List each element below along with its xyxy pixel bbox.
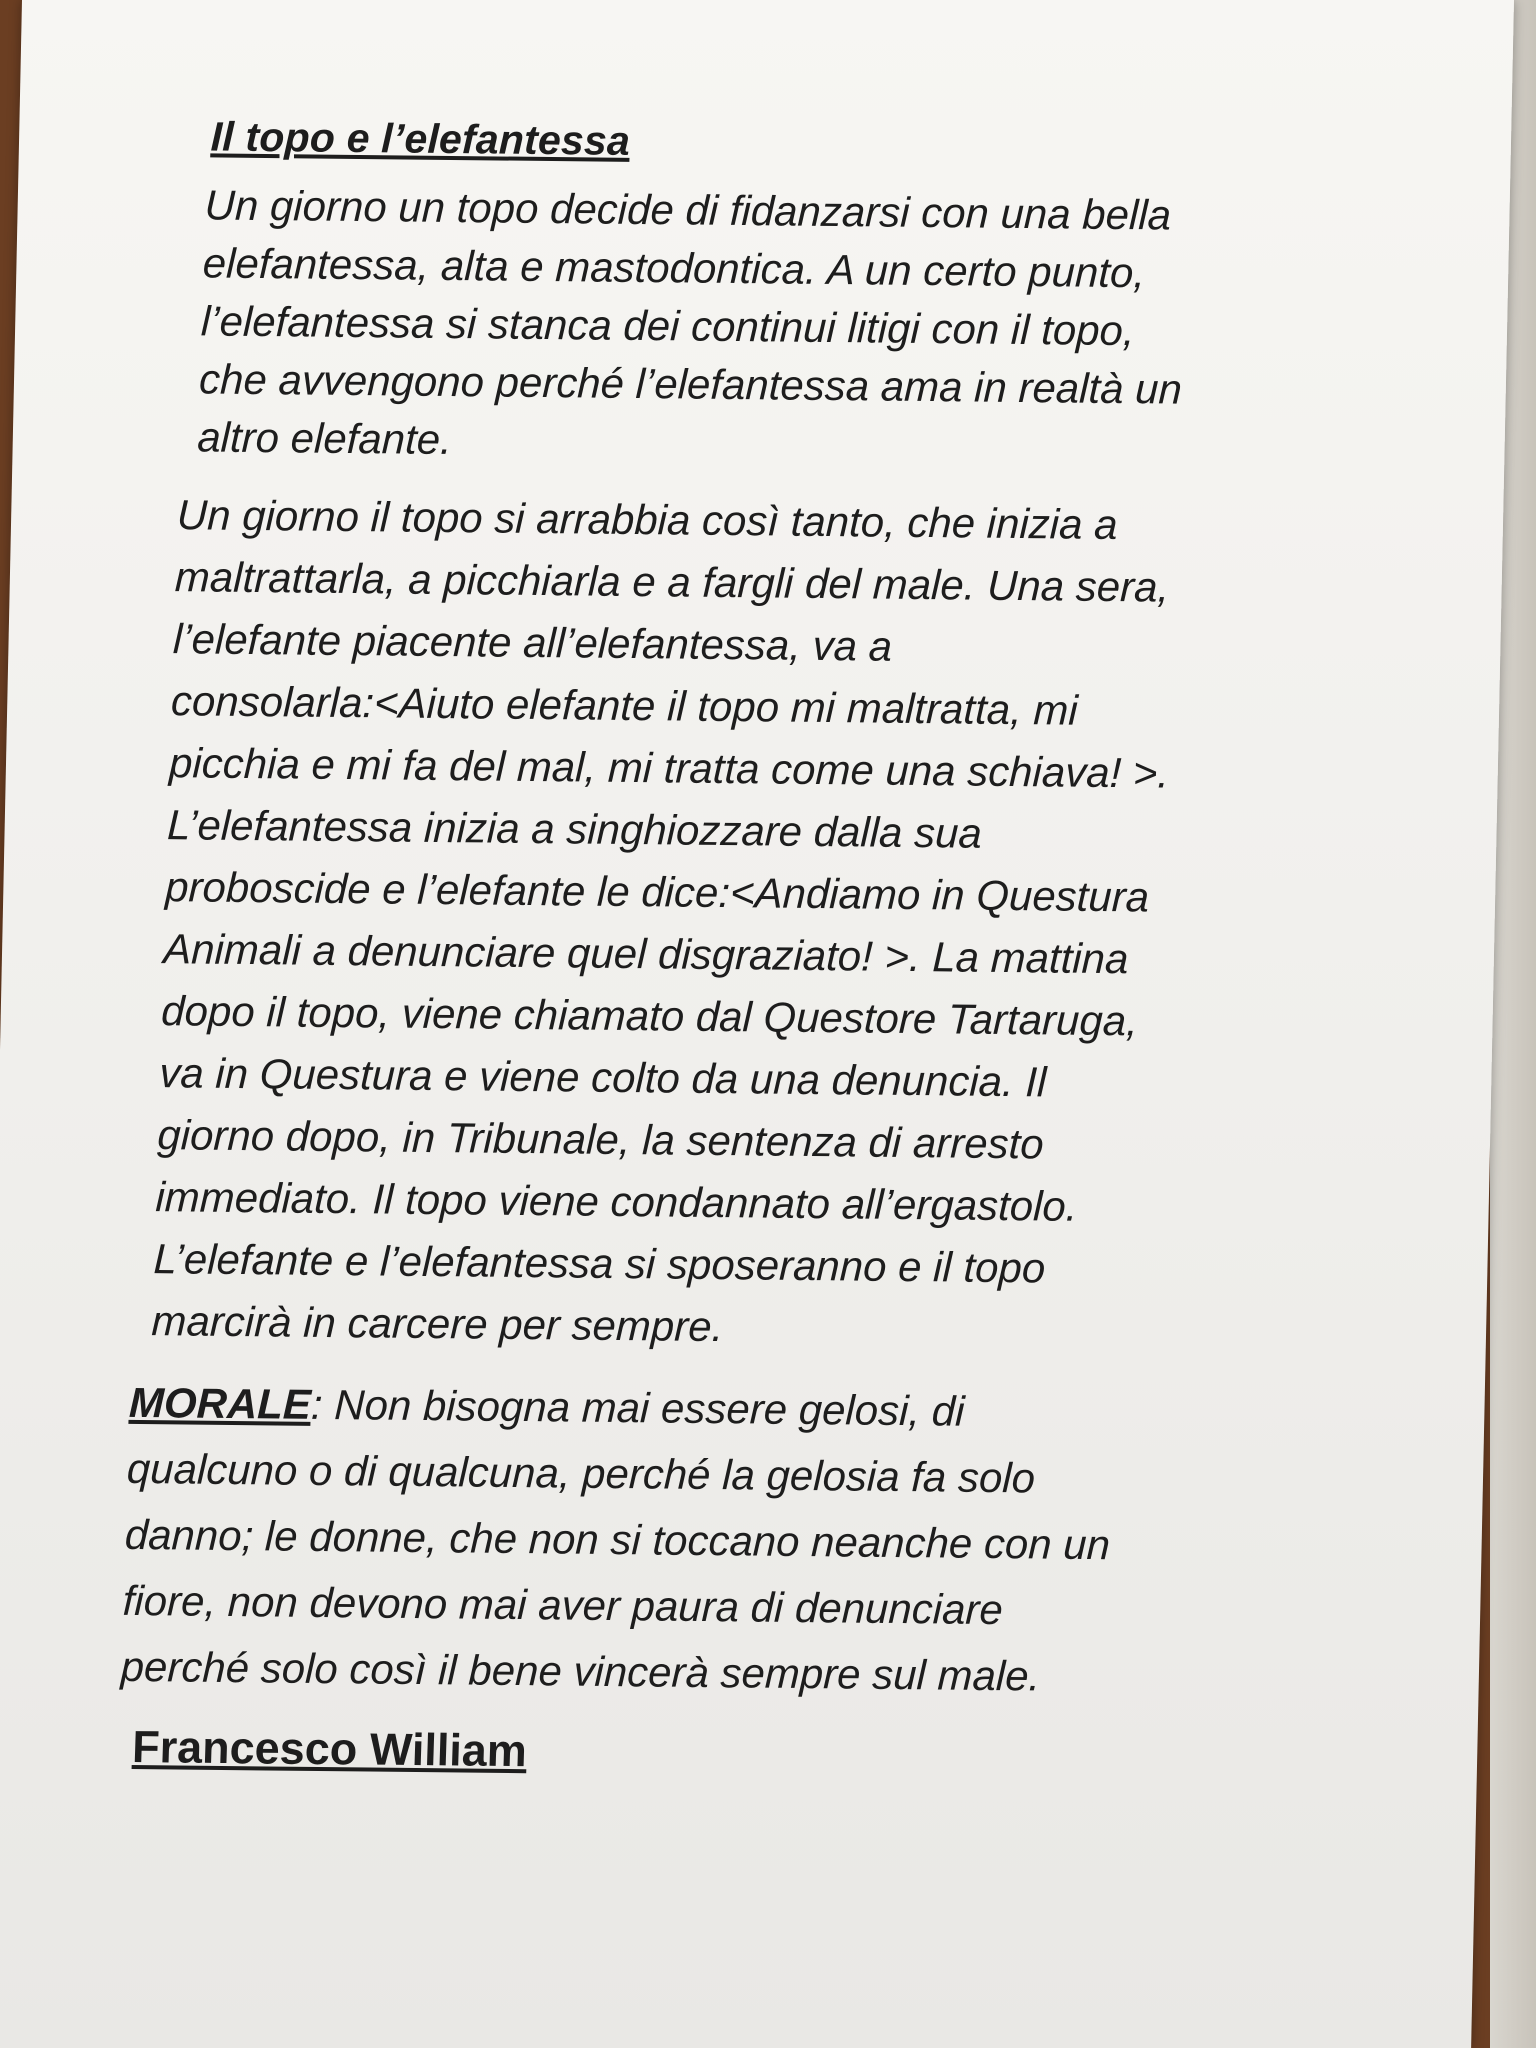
paragraph-intro: Un giorno un topo decide di fidanzarsi con una bella elefantessa, alta e mastodontica. A un certo punto, l’elefantessa si stanca dei continui litigi con il topo, che avvengono perché l’elefantessa ama in realtà un altro elefante. xyxy=(196,181,1183,464)
document-title: Il topo e l’elefantessa xyxy=(210,113,631,164)
document-text xyxy=(117,108,1419,1789)
moral-text: : Non bisogna mai essere gelosi, di qualcuno o di qualcuna, perché la gelosia fa solo danno; le donne, che non si toccano neanche con un fiore, non devono mai aver paura di denunciare perché solo così il bene vincerà sempre sul male. xyxy=(120,1380,1111,1700)
paragraph-moral xyxy=(120,1370,1380,1713)
author-signature xyxy=(117,1718,1368,1789)
moral-label: MORALE xyxy=(128,1378,312,1428)
author-name: Francesco William xyxy=(131,1721,528,1777)
paragraph-story: Un giorno il topo si arrabbia così tanto, che inizia a maltrattarla, a picchiarla e a fargli del male. Una sera, l’elefante piacente all’elefantessa, va a consolarla:<Aiuto elefante il topo mi maltratta, mi picchia e mi fa del mal, mi tratta come una schiava! >. L’elefantessa inizia a singhiozzare dalla sua proboscide e l’elefante le dice:<Andiamo in Questura Animali a denunciare quel disgraziato! >. La mattina dopo il topo, viene chiamato dal Questore Tartaruga, va in Questura e viene colto da una denuncia. Il giorno dopo, in Tribunale, la sentenza di arresto immediato. Il topo viene condannato all’ergastolo. L’elefante e l’elefantessa si sposeranno e il topo marcirà in carcere per sempre. xyxy=(150,491,1170,1351)
